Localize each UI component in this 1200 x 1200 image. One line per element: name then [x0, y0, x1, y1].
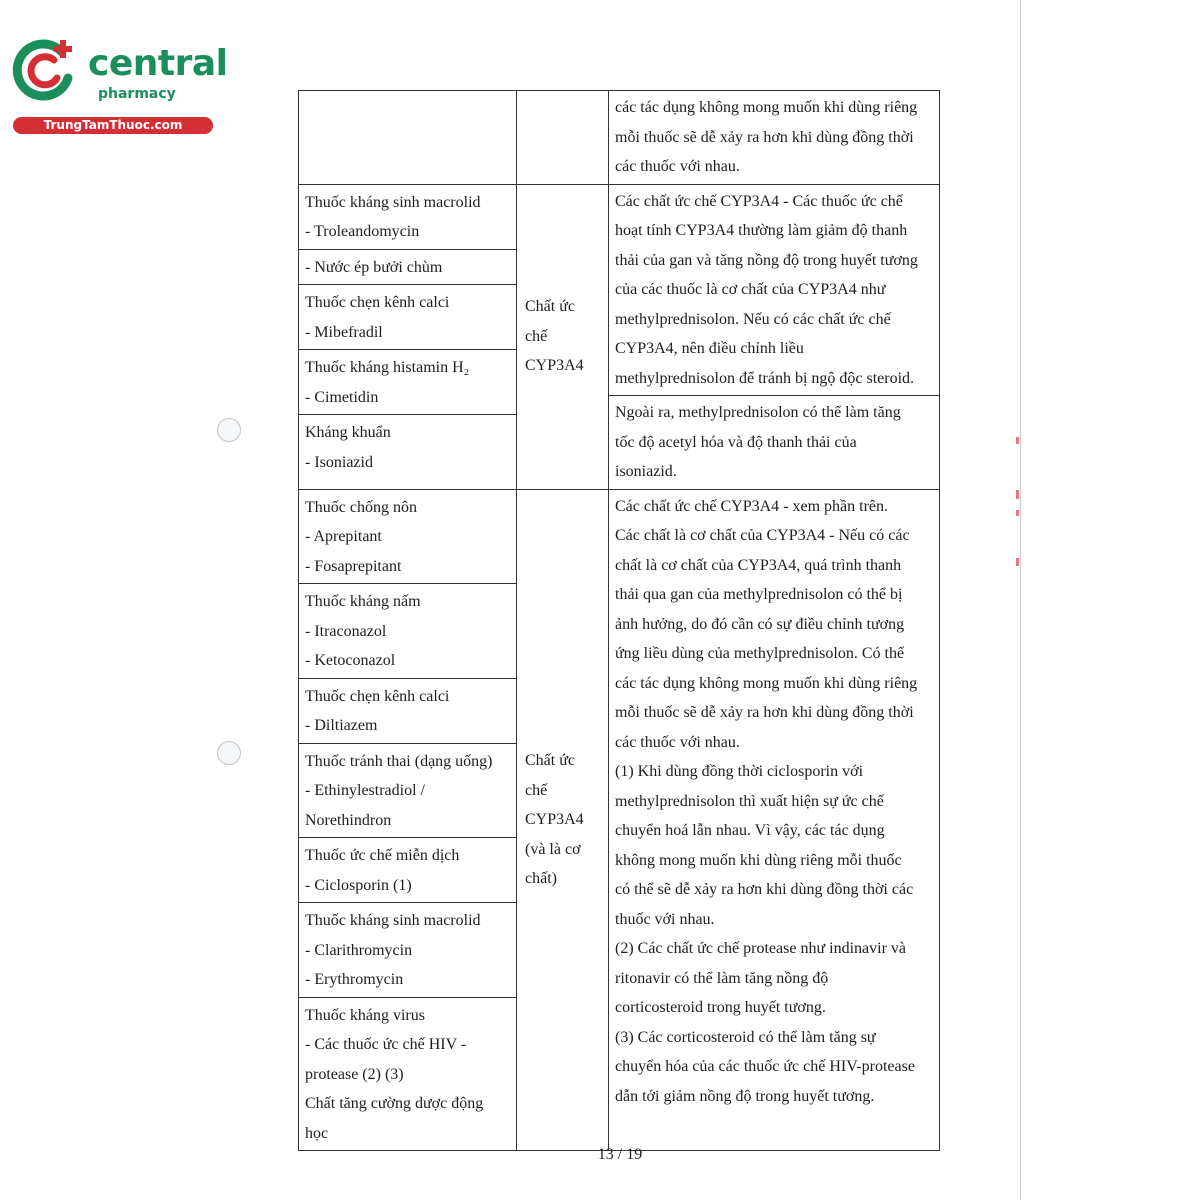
- drug-group: [299, 285, 516, 350]
- description-line: Các chất ức chế CYP3A4 - xem phần trên.: [615, 497, 889, 515]
- page-number: 13 / 19: [597, 1146, 643, 1163]
- drug-name: - Aprepitant: [305, 528, 382, 545]
- description-line: Các chất là cơ chất của CYP3A4 - Nếu có các: [615, 527, 910, 544]
- table-row: [299, 489, 940, 1151]
- description-line: thải qua gan của methylprednisolon có thể bị: [615, 586, 903, 603]
- drug-name: - Nước ép bưởi chùm: [305, 258, 443, 276]
- description-line: các thuốc với nhau.: [615, 158, 740, 175]
- drug-name: Chất tăng cường dược động: [305, 1095, 484, 1112]
- description-line: ritonavir có thể làm tăng nồng độ: [615, 969, 829, 987]
- drug-name: học: [305, 1124, 329, 1142]
- description-paragraph: [609, 395, 939, 489]
- edge-mark: [1016, 490, 1019, 499]
- drug-cell: [299, 91, 517, 185]
- table-row: [299, 91, 940, 185]
- description-line: tốc độ acetyl hóa và độ thanh thải của: [615, 433, 857, 451]
- description-line: ảnh hưởng, do đó cần có sự điều chỉnh tương: [615, 615, 905, 633]
- drug-class-label: Kháng khuẩn: [305, 424, 391, 441]
- description-line: mỗi thuốc sẽ dễ xảy ra hơn khi dùng đồng thời: [615, 704, 914, 721]
- drug-name: - Mibefradil: [305, 323, 383, 341]
- description-line: methylprednisolon thì xuất hiện sự ức chế: [615, 792, 884, 810]
- description-line: của các thuốc là cơ chất của CYP3A4 như: [615, 281, 886, 298]
- description-line: hoạt tính CYP3A4 thường làm giảm độ thanh: [615, 222, 908, 239]
- edge-mark: [1016, 558, 1019, 566]
- mechanism-text: chất): [525, 870, 557, 887]
- drug-class-label: Thuốc kháng virus: [305, 1006, 425, 1024]
- drug-cell: [299, 184, 517, 489]
- drug-group: [299, 679, 516, 744]
- description-cell: [609, 91, 940, 185]
- drug-group: [299, 584, 516, 679]
- mechanism-text: CYP3A4: [525, 357, 584, 375]
- logo-sub-text: pharmacy: [98, 86, 176, 102]
- description-line: (2) Các chất ức chế protease như indinavir và: [615, 940, 906, 957]
- mechanism-text: chế: [525, 781, 548, 799]
- description-line: Các chất ức chế CYP3A4 - Các thuốc ức chế: [615, 192, 903, 210]
- drug-group: [299, 185, 516, 250]
- drug-group: [299, 490, 516, 585]
- description-line: chuyển hóa của các thuốc ức chế HIV-protease: [615, 1058, 915, 1075]
- drug-class-label: Thuốc kháng sinh macrolid: [305, 912, 481, 929]
- drug-cell: [299, 489, 517, 1151]
- logo-url-badge: TrungTamThuoc.com: [13, 117, 213, 134]
- drug-name: - Isoniazid: [305, 453, 373, 471]
- drug-class-label: Thuốc chẹn kênh calci: [305, 294, 450, 311]
- description-paragraph: [609, 91, 939, 184]
- description-line: thải của gan và tăng nồng độ trong huyết tương: [615, 251, 918, 269]
- mechanism-cell: [517, 489, 609, 1151]
- drug-name: - Troleandomycin: [305, 223, 420, 240]
- description-line: có thể sẽ dễ xảy ra hơn khi dùng đồng thời các: [615, 881, 914, 898]
- drug-interaction-table: [298, 90, 940, 1151]
- drug-name: - Clarithromycin: [305, 941, 413, 959]
- description-line: các tác dụng không mong muốn khi dùng riêng: [615, 674, 918, 692]
- description-line: không mong muốn khi dùng riêng mỗi thuốc: [615, 851, 902, 869]
- description-line: mỗi thuốc sẽ dễ xảy ra hơn khi dùng đồng thời: [615, 128, 914, 146]
- drug-class-label: Thuốc chẹn kênh calci: [305, 687, 450, 705]
- drug-group: [299, 998, 516, 1151]
- drug-group: [299, 903, 516, 998]
- drug-name: - Erythromycin: [305, 971, 404, 988]
- drug-group: [299, 415, 516, 479]
- drug-class-label: Thuốc chống nôn: [305, 498, 417, 516]
- drug-group: [299, 838, 516, 903]
- drug-class-label: Thuốc kháng nấm: [305, 593, 421, 610]
- drug-name: protease (2) (3): [305, 1065, 404, 1083]
- description-cell: [609, 489, 940, 1151]
- drug-name: - Ethinylestradiol /: [305, 782, 425, 799]
- description-line: (1) Khi dùng đồng thời ciclosporin với: [615, 763, 864, 780]
- description-line: dẫn tới giảm nồng độ trong huyết tương.: [615, 1087, 875, 1105]
- table-row: [299, 184, 940, 489]
- drug-class-label: Thuốc tránh thai (dạng uống): [305, 752, 493, 770]
- description-line: chất là cơ chất của CYP3A4, quá trình thanh: [615, 556, 902, 574]
- mechanism-text: CYP3A4: [525, 811, 584, 828]
- punch-hole: [217, 418, 241, 442]
- drug-group: [299, 350, 516, 415]
- description-line: (3) Các corticosteroid có thể làm tăng sự: [615, 1028, 876, 1046]
- drug-group: [299, 744, 516, 839]
- mechanism-text: Chất ức: [525, 298, 575, 316]
- drug-class-label: Thuốc kháng histamin H₂: [305, 359, 470, 376]
- mechanism-cell: [517, 91, 609, 185]
- edge-mark: [1016, 437, 1019, 444]
- description-line: các tác dụng không mong muốn khi dùng riêng: [615, 99, 918, 116]
- drug-name: - Ciclosporin (1): [305, 876, 412, 894]
- description-line: methylprednisolon để tránh bị ngộ độc steroid.: [615, 369, 915, 387]
- central-pharmacy-logo: [10, 38, 228, 138]
- table-body: [299, 91, 940, 1151]
- drug-name: - Ketoconazol: [305, 652, 396, 669]
- description-line: các thuốc với nhau.: [615, 733, 740, 751]
- drug-name: Norethindron: [305, 811, 392, 829]
- mechanism-text: (và là cơ: [525, 840, 581, 858]
- description-line: isoniazid.: [615, 463, 677, 480]
- description-paragraph: [609, 185, 939, 396]
- drug-name: - Cimetidin: [305, 388, 379, 406]
- drug-group: [299, 250, 516, 286]
- mechanism-text: chế: [525, 327, 548, 345]
- description-paragraph: [609, 490, 939, 1114]
- drug-name: - Diltiazem: [305, 717, 378, 734]
- description-line: CYP3A4, nên điều chỉnh liều: [615, 340, 804, 357]
- description-line: Ngoài ra, methylprednisolon có thể làm tăng: [615, 404, 901, 421]
- logo-brand-text: central: [88, 43, 228, 84]
- pharmacy-logo-icon: [10, 38, 78, 106]
- punch-hole: [217, 741, 241, 765]
- description-line: methylprednisolon. Nếu có các chất ức chế: [615, 310, 891, 328]
- drug-class-label: Thuốc ức chế miễn dịch: [305, 847, 460, 864]
- description-line: corticosteroid trong huyết tương.: [615, 999, 826, 1016]
- drug-name: - Itraconazol: [305, 622, 387, 640]
- drug-class-label: Thuốc kháng sinh macrolid: [305, 193, 481, 211]
- mechanism-text: Chất ức: [525, 752, 575, 769]
- edge-mark: [1016, 510, 1019, 516]
- description-line: thuốc với nhau.: [615, 910, 715, 928]
- description-line: chuyển hoá lẫn nhau. Vì vậy, các tác dụng: [615, 822, 885, 839]
- description-cell: [609, 184, 940, 489]
- description-line: ứng liều dùng của methylprednisolon. Có thể: [615, 645, 905, 662]
- drug-name: - Các thuốc ức chế HIV -: [305, 1036, 467, 1053]
- drug-name: - Fosaprepitant: [305, 557, 402, 575]
- page-edge-line: [1020, 0, 1021, 1200]
- mechanism-cell: [517, 184, 609, 489]
